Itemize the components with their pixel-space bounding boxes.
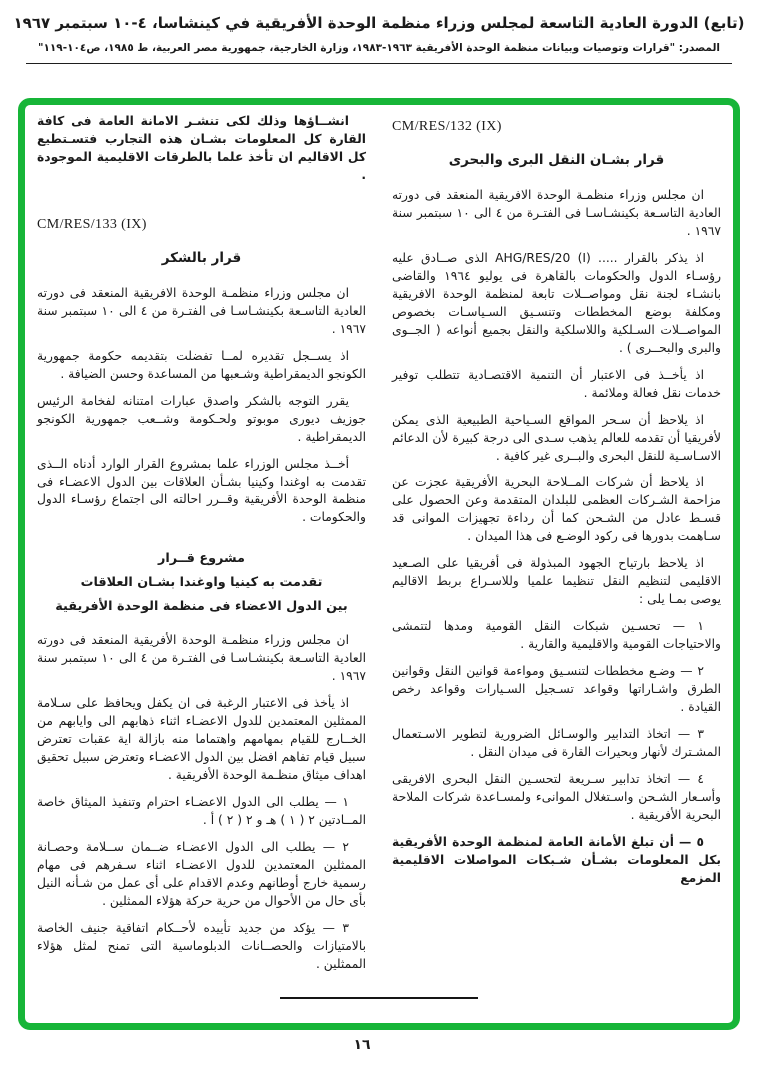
paragraph: اذ يلاحظ بارتياح الجهود المبذولة فى أفريقيا على الصـعيد الاقليمى لتنظيم النقل تنظيما علميا وللاسـراع بربط الاقاليم يوصى بمـا يلى :	[392, 556, 721, 607]
paragraph: يقرر التوجه بالشكر واصدق عبارات امتنانه لفخامة الرئيس جوزيف ديورى موبوتو ولحـكومة وشــعب جمهورية الكونجو الديمقراطية .	[37, 393, 366, 444]
paragraph: اذ يلاحظ أن سـحر المواقع السـياحية الطبيعية الذى يمكن لأفريقيا أن تقدمه للعالم يذهب سـدى الى درجة كبيرة لأن الدعائم الاسـاسـية للنقل البحرى والبــرى غير كافية .	[392, 412, 721, 463]
paragraph: ان مجلس وزراء منظمـة الوحدة الأفريقية المنعقد فى دورته العادية التاسـعة بكينشـاسـا فى الفتـرة من ٤ الى ١٠ سبتمبر سنة ١٩٦٧ .	[37, 633, 366, 684]
paragraph: اذ يذكر بالقرار ..... AHG/RES/20 (I) الذى صــادق عليه رؤسـاء الدول والحكومات بالقاهرة فى يوليو ١٩٦٤ والقاضى بانشـاء لجنة نقل ومواصــلات تابعة لمنظمة الوحدة الافريقية ومكلفة بوضع المخططات وتنسـيق السـياسـات بخصوص المواصــلات السـلكية واللاسلكية والنقل بجميع أنواعه ( الجــوى والبرى والبحــرى ) .	[392, 251, 722, 355]
numbered-item-1: ١ — يطلب الى الدول الاعضـاء احترام وتنفيذ الميثاق خاصة المــادتين ٢ ( ١ ) هـ و ٢ ( ٢ ) أ .	[37, 795, 366, 827]
page-number: ١٦	[353, 1037, 371, 1053]
paragraph: ان مجلس وزراء منظمـة الوحدة الافريقية المنعقد فى دورته العادية التاسـعة بكينشـاسـا فى الفتـرة من ٤ الى ١٠ سبتمبر سنة ١٩٦٧ .	[392, 188, 721, 239]
two-column-text	[37, 113, 721, 1017]
resolution-title-transport: قرار بشـان النقل البرى والبحرى	[448, 152, 665, 169]
resolution-code-132: CM/RES/132 (IX)	[392, 119, 502, 134]
numbered-item-3: ٣ — يؤكد من جديد تأييده لأحــكام اتفاقية جنيف الخاصة بالامتيازات والحصــانات الدبلوماسية التى تمنح لمثل هؤلاء الممثلين .	[37, 920, 366, 971]
numbered-item-2: ٢ — وضـع مخططات لتنسـيق ومواءمة قوانين النقل وقوانين الطرق واشـاراتها وقواعد تسـجيل السـيارات وقواعد رخص القيادة .	[392, 664, 721, 714]
draft-title-line: مشروع قــرار	[158, 551, 245, 567]
numbered-item-1: ١ — تحسـين شبكات النقل القومية ومدها لتتمشى والاحتياجات القومية والاقليمية والقارية .	[392, 619, 721, 652]
resolution-code-133: CM/RES/133 (IX)	[37, 216, 147, 232]
draft-resolution-title	[37, 547, 366, 618]
paragraph: اذ يســجل تقديره لمــا تفضلت بتقديمه حكومة جمهورية الكونجو الديمقراطية وشـعبها من المساعدة وحسن الضيافة .	[37, 348, 366, 381]
column-right	[392, 113, 721, 1017]
paragraph: أخــذ مجلس الوزراء علما بمشروع القرار الوارد أدناه الــذى تقدمت به اوغندا وكينيا بشـأن العلاقات بين الدول الاعضـاء فى منظمة الوحدة الأفريقية وقــرر احالته الى اجتماع رؤسـاء الدول والحكومات .	[37, 456, 366, 525]
continuation-paragraph: انشــاؤها وذلك لكى تنشـر الامانة العامة فى كافة القارة كل المعلومات بشـان هذه التجارب فتسـتطيع كل الاقاليم ان تأخذ علما بالطرقات الاقليمية الموجودة .	[37, 114, 366, 182]
numbered-item-3: ٣ — اتخاذ التدابير والوسـائل الضرورية لتطوير الاسـتعمال المشـترك لأنهار وبحيرات القارة فى ميدان النقل .	[392, 726, 721, 759]
document-header-title: (تابع) الدورة العادية التاسعة لمجلس وزراء منظمة الوحدة الأفريقية في كينشاسا، ٤-١٠ سبتمبر ١٩٦٧	[13, 14, 745, 32]
page-header	[0, 0, 758, 64]
draft-title-line: بين الدول الاعضاء فى منظمة الوحدة الأفريقية	[55, 598, 348, 614]
paragraph: اذ يلاحظ أن شركات المــلاحة البحرية الأفريقية عجزت عن مزاحمة الشـركات العظمى للبلدان المتقدمة وعن الحصول على قسـط عادل من الشـحن كما أن رداءة تجهيزات الموانى قد سـاهمت بدورها فى ركود الوضـع فى هذا الميدان .	[392, 475, 721, 544]
paragraph: اذ يأخــذ فى الاعتبار أن التنمية الاقتصـادية تتطلب توفير خدمات نقل فعالة وملائمة .	[392, 367, 721, 400]
column-left	[37, 113, 366, 1017]
document-source-citation: المصدر: "قرارات وتوصيات وبيانات منظمة الوحدة الأفريقية ١٩٦٣-١٩٨٣، وزارة الخارجية، جمهورية مصر العربية، ط ١٩٨٥، ص١٠٤-١١٩"	[38, 42, 720, 54]
numbered-item-2: ٢ — يطلب الى الدول الاعضـاء ضــمان ســلامة وحصـانة الممثلين المعتمدين للدول الاعضـاء اثناء سـفرهم فى مهام رسمية خارج أوطانهم وعدم الاقدام على أى عمل من شـأنه النيل بأى حال من الأحوال من حرية حركة هؤلاء الممثلين .	[37, 839, 366, 908]
numbered-item-4: ٤ — اتخاذ تدابير سـريعة لتحسـين النقل البحرى الافريقى وأسـعار الشـحن واسـتغلال الموانىء ولمسـاعدة شركات الملاحة البحرية الأفريقية .	[392, 771, 721, 822]
draft-title-line: تقدمت به كينيا واوغندا بشـان العلاقات	[80, 575, 323, 591]
paragraph: ان مجلس وزراء منظمـة الوحدة الافريقية المنعقد فى دورته العادية التاسـعة بكينشـاسـا فى الفتـرة من ٤ الى ١٠ سبتمبر سنة ١٩٦٧ .	[37, 285, 366, 336]
end-of-text-divider	[280, 997, 478, 999]
document-frame	[18, 98, 740, 1030]
numbered-item-5: ٥ — أن تبلغ الأمانة العامة لمنظمة الوحدة الأفريقية بكل المعلومات بشـأن شـبكات المواصلات الاقليمية المزمع	[392, 834, 721, 885]
resolution-title-thanks: قرار بالشكر	[161, 250, 242, 267]
paragraph: اذ يأخذ فى الاعتبار الرغبة فى ان يكفل ويحافظ على سـلامة الممثلين المعتمدين للدول الاعضـاء اثناء ذهابهم الى وايابهم من الخــارج للقيام بمهامهم واهتماما منه بازالة اية عقبات تعترض سبيل قيام تفاهم افضل بين الدول الاعضـاء وتعترض سبيل تحقيق اهداف ميثاق منظـمة الوحدة الأفريقية .	[37, 696, 366, 783]
header-divider	[26, 63, 732, 64]
